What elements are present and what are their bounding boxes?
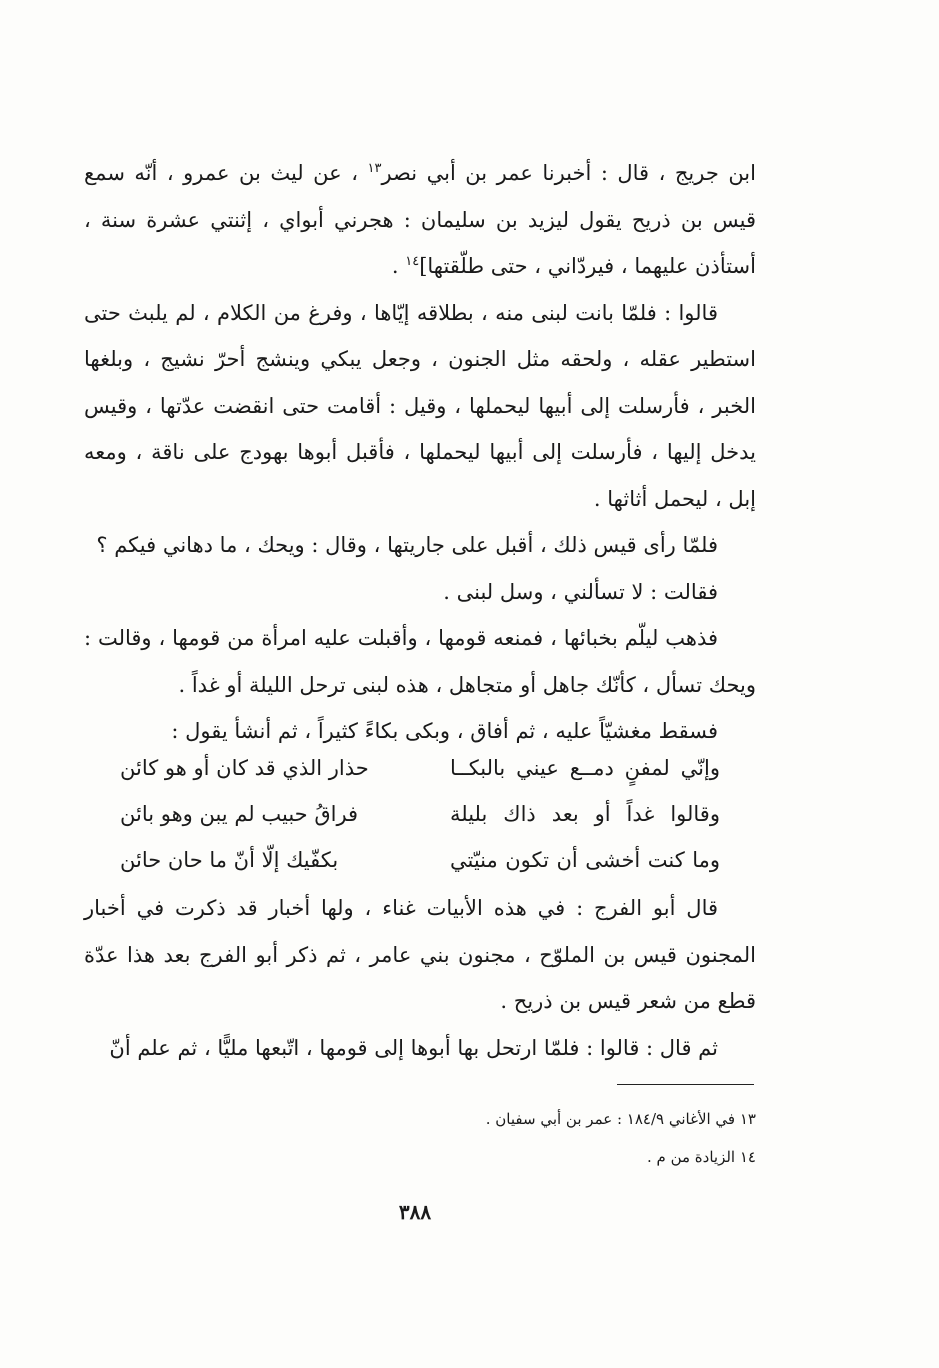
text-run: .	[391, 254, 399, 278]
footnote-ref-13: ١٣	[367, 161, 382, 176]
footnotes	[300, 1100, 756, 1176]
footnote-ref-14: ١٤	[405, 254, 420, 269]
verse-second-hemistich: بكفّيك إلّا أنّ ما حان حائن	[120, 848, 339, 872]
paragraph: ثم قال : قالوا : فلمّا ارتحل بها أبوها إلى قومها ، اتّبعها مليًّا ، ثم علم أنّ	[109, 1035, 718, 1060]
paragraph: قالوا : فلمّا بانت لبنى منه ، بطلاقه إيّاها ، وفرغ من الكلام ، لم يلبث حتى استطير عقله ، ولحقه مثل الجنون ، وجعل يبكي وينشج أحرّ نشيج ، وبلغها الخبر ، فأرسلت إلى أبيها ليحملها ، وقيل : أقامت حتى انقضت عدّتها ، وقيس يدخل إليها ، فأرسلت إلى أبيها ليحملها ، فأقبل أبوها بهودج على ناقة ، ومعه إبل ، ليحمل أثاثها .	[84, 300, 756, 511]
footnote-14: ١٤ الزيادة من م .	[646, 1148, 756, 1166]
verse-second-hemistich: حذار الذي قد كان أو هو كائن	[120, 756, 369, 780]
verse-first-hemistich: وقالوا غداً أو بعد ذاك بليلة	[450, 802, 720, 826]
footnote-separator	[617, 1084, 754, 1085]
poem-verse	[120, 745, 720, 791]
poem	[120, 745, 720, 883]
poem-verse	[120, 791, 720, 837]
verse-second-hemistich: فراقُ حبيب لم يبن وهو بائن	[120, 802, 359, 826]
paragraph: قال أبو الفرج : في هذه الأبيات غناء ، ولها أخبار قد ذكرت في أخبار المجنون قيس بن الملوّح ، مجنون بني عامر ، ثم ذكر أبو الفرج بعد هذا عدّة قطع من شعر قيس بن ذريح .	[84, 896, 756, 1013]
main-text	[84, 150, 756, 755]
paragraph: فذهب ليلّم بخبائها ، فمنعه قومها ، وأقبلت عليه امرأة من قومها ، وقالت : ويحك تسأل ، كأنّك جاهل أو متجاهل ، هذه لبنى ترحل الليلة أو غداً .	[84, 626, 756, 697]
paragraph-isnad	[84, 150, 756, 290]
paragraph: فقالت : لا تسألني ، وسل لبنى .	[443, 579, 718, 604]
text-run: ابن جريج ، قال : أخبرنا عمر بن أبي نصر	[381, 161, 756, 185]
verse-first-hemistich: وما كنت أخشى أن تكون منيّتي	[450, 848, 720, 872]
main-text-lower	[84, 885, 756, 1071]
paragraph: فلمّا رأى قيس ذلك ، أقبل على جاريتها ، وقال : ويحك ، ما دهاني فيكم ؟	[96, 533, 718, 557]
page-number: ٣٨٨	[398, 1200, 432, 1224]
verse-first-hemistich: وإنّي لمفنٍ دمــع عيني بالبكــا	[450, 756, 720, 780]
footnote-13: ١٣ في الأغاني ١٨٤/٩ : عمر بن أبي سفيان .	[485, 1110, 756, 1128]
paragraph: فسقط مغشيّاً عليه ، ثم أفاق ، وبكى بكاءً كثيراً ، ثم أنشأ يقول :	[171, 719, 718, 743]
poem-verse	[120, 837, 720, 883]
text-run: ، عن ليث بن عمرو ، أنّه سمع قيس بن ذريح يقول ليزيد بن سليمان : هجرني أبواي ، إثنتي عشرة سنة ، أستأذن عليهما ، فيردّاني ، حتى طلّقتها]	[84, 161, 756, 278]
